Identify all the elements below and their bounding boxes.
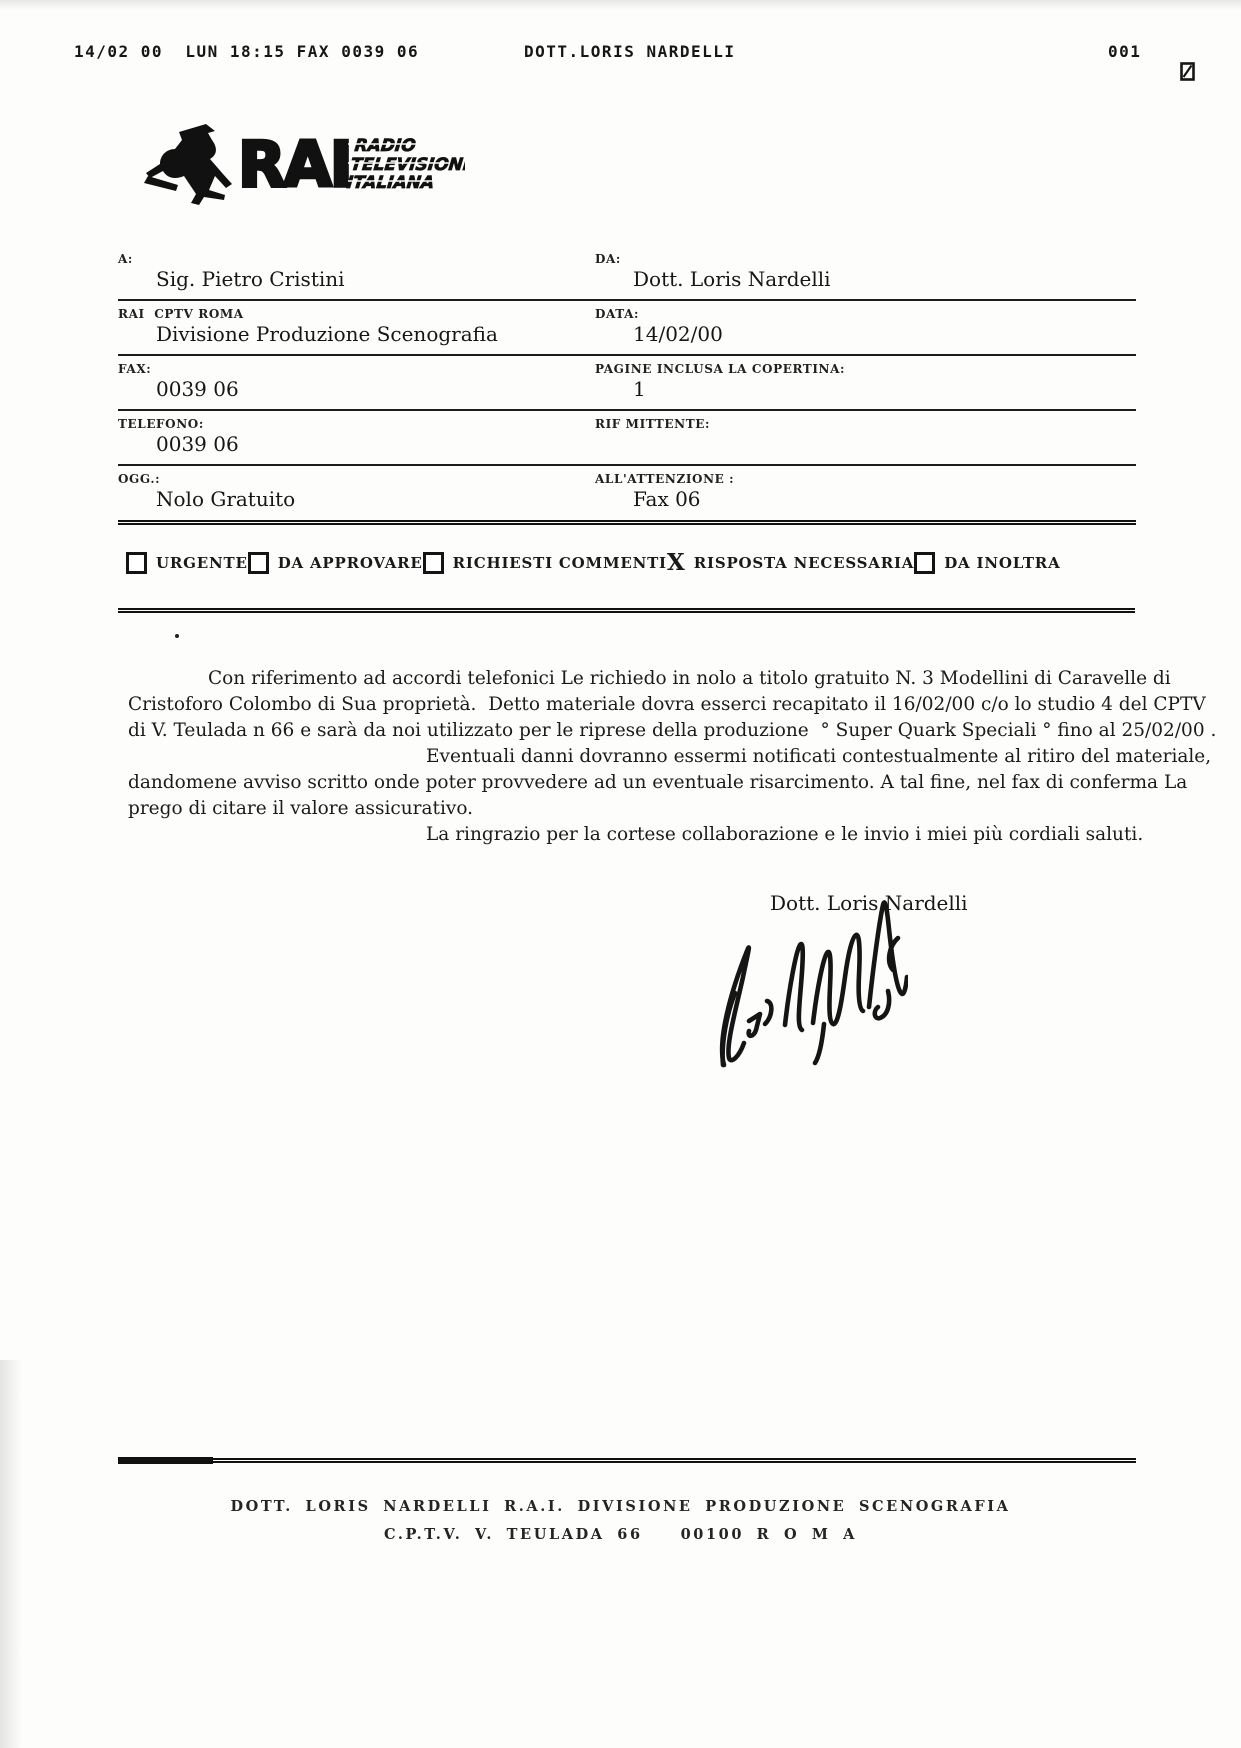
checkbox-label: RISPOSTA NECESSARIA xyxy=(693,554,915,572)
checkbox-da-inoltra xyxy=(914,552,1060,574)
field-value-sender: Dott. Loris Nardelli xyxy=(633,267,831,291)
checkbox-label: RICHIESTI COMMENTI xyxy=(452,554,667,572)
fax-page-number: 001 xyxy=(1108,42,1142,61)
rai-tagline-2: TELEVISIONE xyxy=(349,155,465,175)
footer-rule-segment xyxy=(118,1457,213,1464)
body-line: Cristoforo Colombo di Sua proprietà. Detto materiale dovra esserci recapitato il 16/02/00 c/o lo studio 4 del CPTV xyxy=(128,694,1206,715)
field-label-rai-cptv: RAI CPTV ROMA xyxy=(118,307,244,321)
field-value-subject: Nolo Gratuito xyxy=(156,487,296,511)
scan-artifact-top xyxy=(0,0,1241,10)
field-value-date: 14/02/00 xyxy=(633,322,723,346)
fax-sender-name: DOTT.LORIS NARDELLI xyxy=(524,42,736,61)
checkbox-empty-icon xyxy=(126,552,147,574)
fax-timestamp: 14/02 00 LUN 18:15 FAX 0039 06 xyxy=(74,42,420,61)
field-value-recipient: Sig. Pietro Cristini xyxy=(156,267,345,291)
field-value-page-count: 1 xyxy=(633,377,646,401)
x-mark-icon: X xyxy=(666,549,685,576)
field-value-fax-number: 0039 06 xyxy=(156,377,239,401)
rai-tagline-1: RADIO xyxy=(353,136,417,156)
body-line: di V. Teulada n 66 e sarà da noi utilizzato per le riprese della produzione ° Super Quark Speciali ° fino al 25/02/00 . xyxy=(128,720,1217,741)
form-row-division-date xyxy=(118,301,1136,356)
fax-page-counter xyxy=(1091,42,1141,61)
fax-page-icon xyxy=(1091,43,1106,62)
fax-cover-form xyxy=(118,246,1136,525)
footer-rule xyxy=(118,1458,1136,1463)
field-label-pages: PAGINE INCLUSA LA COPERTINA: xyxy=(595,362,846,376)
body-line: prego di citare il valore assicurativo. xyxy=(128,798,474,819)
checkbox-empty-icon xyxy=(248,552,269,574)
field-label-telefono: TELEFONO: xyxy=(118,417,204,431)
form-row-fax-pages xyxy=(118,356,1136,411)
footer-line-2: C.P.T.V. V. TEULADA 66 00100 R O M A xyxy=(383,1526,858,1543)
field-label-rif-mittente: RIF MITTENTE: xyxy=(595,417,711,431)
footer-line-1: DOTT. LORIS NARDELLI R.A.I. DIVISIONE PRODUZIONE SCENOGRAFIA xyxy=(230,1498,1011,1515)
rai-logo xyxy=(120,114,465,209)
checkbox-empty-icon xyxy=(914,552,935,574)
rai-wordmark: RAI xyxy=(238,128,351,201)
scan-artifact-left xyxy=(0,1360,22,1748)
field-label-a: A: xyxy=(118,252,133,266)
checkbox-richiesti-commenti xyxy=(423,552,667,574)
field-value-phone: 0039 06 xyxy=(156,432,239,456)
checkbox-risposta-necessaria xyxy=(666,549,915,576)
rai-tagline-3: ITALIANA xyxy=(345,173,436,193)
footer-address-block xyxy=(0,1498,1241,1543)
body-line: Con riferimento ad accordi telefonici Le richiedo in nolo a titolo gratuito N. 3 Modellini di Caravelle di xyxy=(208,668,1171,689)
field-label-fax: FAX: xyxy=(118,362,152,376)
checkbox-urgente xyxy=(126,552,248,574)
field-value-division: Divisione Produzione Scenografia xyxy=(156,322,498,346)
letter-body xyxy=(128,666,1217,848)
fax-options-row xyxy=(126,549,1061,576)
checkbox-da-approvare xyxy=(248,552,423,574)
field-label-data: DATA: xyxy=(595,307,640,321)
rai-leaping-figure-icon xyxy=(144,124,232,205)
field-label-ogg: OGG.: xyxy=(118,472,161,486)
field-value-attention: Fax 06 xyxy=(633,487,701,511)
body-line: Eventuali danni dovranno essermi notificati contestualmente al ritiro del materiale, xyxy=(426,746,1212,767)
divider-rule xyxy=(118,608,1135,613)
body-line: La ringrazio per la cortese collaborazione e le invio i miei più cordiali saluti. xyxy=(426,824,1144,845)
form-row-subject-attention xyxy=(118,466,1136,525)
scan-dot-artifact xyxy=(175,634,179,638)
checkbox-label: DA INOLTRA xyxy=(944,554,1061,572)
handwritten-signature xyxy=(693,893,908,1078)
form-row-to-from xyxy=(118,246,1136,301)
checkbox-label: DA APPROVARE xyxy=(277,554,423,572)
checkbox-label: URGENTE xyxy=(156,554,248,572)
field-label-da: DA: xyxy=(595,252,621,266)
body-line: dandomene avviso scritto onde poter provvedere ad un eventuale risarcimento. A tal fine, nel fax di conferma La xyxy=(128,772,1188,793)
field-label-attenzione: ALL'ATTENZIONE : xyxy=(595,472,735,486)
form-row-phone-ref xyxy=(118,411,1136,466)
checkbox-empty-icon xyxy=(423,552,444,574)
signatory-name: Dott. Loris Nardelli xyxy=(770,891,968,915)
